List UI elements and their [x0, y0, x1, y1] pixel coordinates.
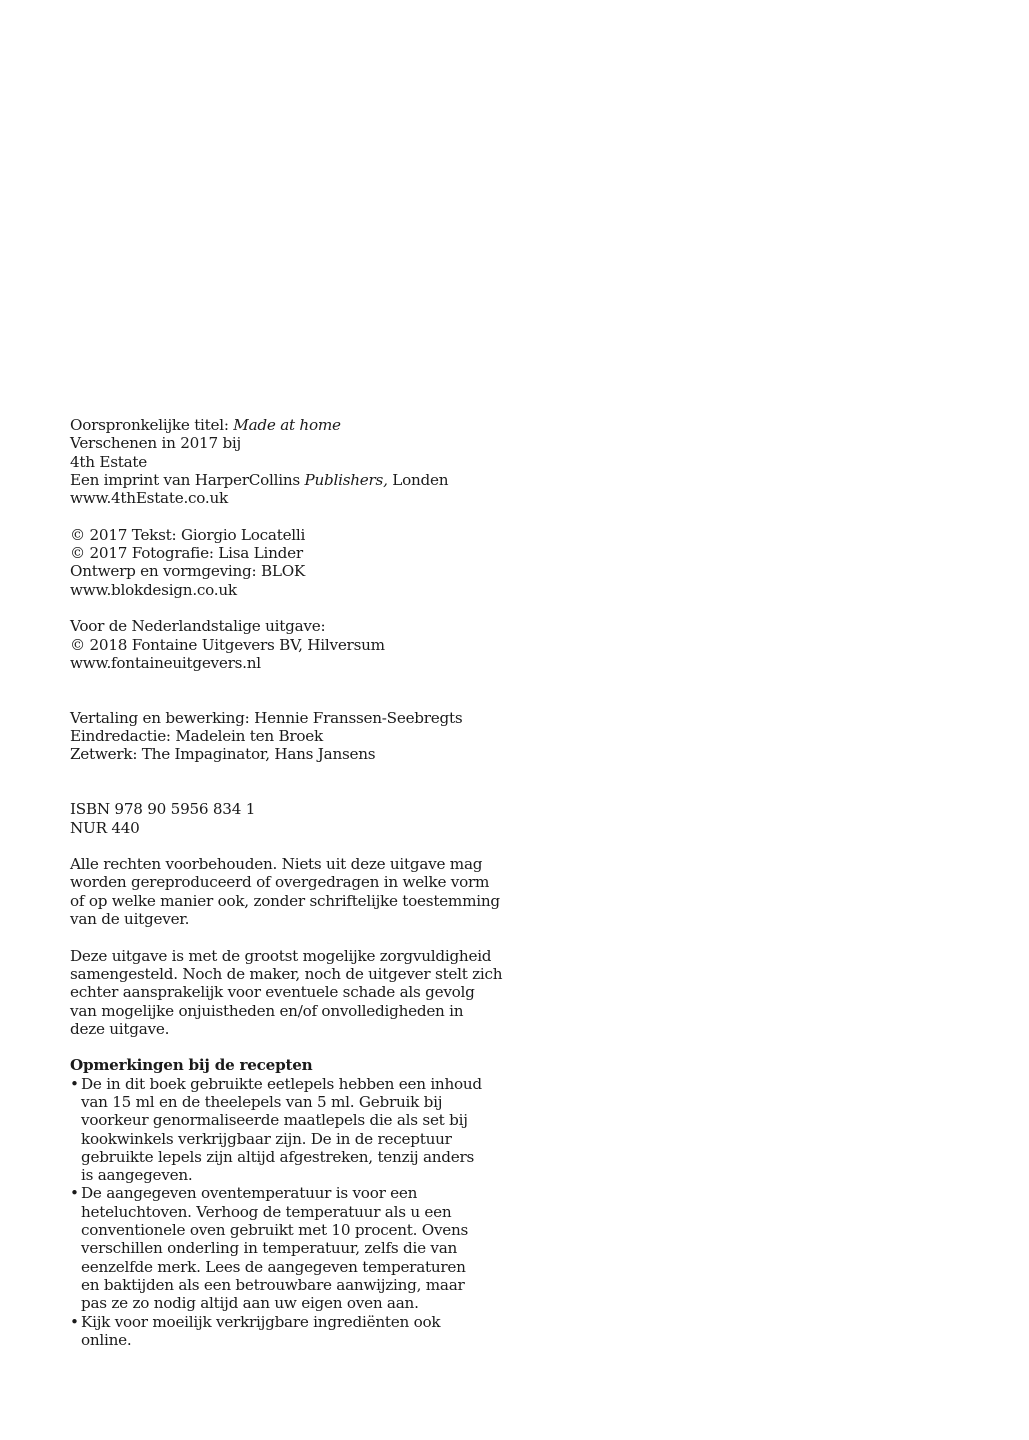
- colophon: [70, 416, 510, 1349]
- note-line: gebruikte lepels zijn altijd afgestreken, tenzij anders: [81, 1147, 475, 1166]
- original-title: Made at home: [233, 416, 341, 434]
- recipe-notes-list: [70, 1075, 510, 1349]
- credits-block: [70, 526, 510, 599]
- note-line: pas ze zo nodig altijd aan uw eigen oven aan.: [81, 1294, 419, 1313]
- dutch-edition-website: www.fontaineuitgevers.nl: [70, 653, 261, 672]
- nur: NUR 440: [70, 818, 140, 837]
- credit-photography: © 2017 Fotografie: Lisa Linder: [70, 544, 303, 563]
- recipe-notes: [70, 1056, 510, 1349]
- note-line: is aangegeven.: [81, 1166, 193, 1185]
- isbn: ISBN 978 90 5956 834 1: [70, 800, 256, 819]
- bullet-icon: •: [70, 1312, 79, 1331]
- typesetting-credit: Zetwerk: The Impaginator, Hans Jansens: [70, 745, 376, 764]
- imprint-italic: Publishers,: [304, 470, 388, 489]
- disclaimer-paragraph: [70, 947, 510, 1038]
- note-line: online.: [81, 1330, 132, 1349]
- disclaimer-line: van mogelijke onjuistheden en/of onvolledigheden in: [70, 1001, 464, 1020]
- dutch-edition-label: Voor de Nederlandstalige uitgave:: [70, 617, 326, 636]
- rights-paragraph: [70, 855, 510, 928]
- credit-text: © 2017 Tekst: Giorgio Locatelli: [70, 525, 306, 544]
- note-line: kookwinkels verkrijgbaar zijn. De in de receptuur: [81, 1129, 452, 1148]
- final-editing-credit: Eindredactie: Madelein ten Broek: [70, 727, 323, 746]
- original-title-label: Oorspronkelijke titel:: [70, 416, 234, 434]
- list-item: [70, 1184, 510, 1312]
- list-item: [70, 1313, 510, 1350]
- note-line: van 15 ml en de theelepels van 5 ml. Gebruik bij: [81, 1092, 443, 1111]
- dutch-edition-block: [70, 617, 510, 672]
- imprint-prefix: Een imprint van HarperCollins: [70, 470, 305, 489]
- publisher-line: 4th Estate: [70, 452, 148, 471]
- note-line: conventionele oven gebruikt met 10 procent. Ovens: [81, 1221, 469, 1240]
- note-line: De aangegeven oventemperatuur is voor een: [81, 1184, 418, 1203]
- rights-line: van de uitgever.: [70, 910, 190, 929]
- published-line: Verschenen in 2017 bij: [70, 434, 242, 453]
- dutch-edition-copyright: © 2018 Fontaine Uitgevers BV, Hilversum: [70, 635, 385, 654]
- list-item: [70, 1075, 510, 1185]
- identifiers-block: [70, 800, 510, 837]
- note-line: en baktijden als een betrouwbare aanwijzing, maar: [81, 1275, 465, 1294]
- note-line: Kijk voor moeilijk verkrijgbare ingrediënten ook: [81, 1312, 441, 1331]
- recipe-notes-heading: Opmerkingen bij de recepten: [70, 1056, 313, 1075]
- note-line: voorkeur genormaliseerde maatlepels die als set bij: [81, 1111, 468, 1130]
- translation-credit: Vertaling en bewerking: Hennie Franssen-Seebregts: [70, 708, 463, 727]
- disclaimer-line: echter aansprakelijk voor eventuele schade als gevolg: [70, 983, 475, 1002]
- original-title-line: [70, 416, 510, 434]
- credit-design-website: www.blokdesign.co.uk: [70, 580, 237, 599]
- note-line: heteluchtoven. Verhoog de temperatuur als u een: [81, 1202, 452, 1221]
- imprint-line: [70, 471, 510, 489]
- disclaimer-line: samengesteld. Noch de maker, noch de uitgever stelt zich: [70, 964, 503, 983]
- publisher-website: www.4thEstate.co.uk: [70, 489, 228, 508]
- credit-design: Ontwerp en vormgeving: BLOK: [70, 562, 306, 581]
- rights-line: Alle rechten voorbehouden. Niets uit deze uitgave mag: [70, 855, 483, 874]
- bullet-icon: •: [70, 1184, 79, 1203]
- disclaimer-line: deze uitgave.: [70, 1019, 170, 1038]
- imprint-suffix: Londen: [387, 470, 449, 489]
- rights-line: worden gereproduceerd of overgedragen in welke vorm: [70, 873, 490, 892]
- translation-block: [70, 709, 510, 764]
- rights-line: of op welke manier ook, zonder schriftelijke toestemming: [70, 891, 500, 910]
- note-line: eenzelfde merk. Lees de aangegeven temperaturen: [81, 1257, 466, 1276]
- bullet-icon: •: [70, 1074, 79, 1093]
- disclaimer-line: Deze uitgave is met de grootst mogelijke zorgvuldigheid: [70, 946, 492, 965]
- note-line: De in dit boek gebruikte eetlepels hebben een inhoud: [81, 1074, 482, 1093]
- note-line: verschillen onderling in temperatuur, zelfs die van: [81, 1239, 458, 1258]
- original-edition-block: [70, 416, 510, 507]
